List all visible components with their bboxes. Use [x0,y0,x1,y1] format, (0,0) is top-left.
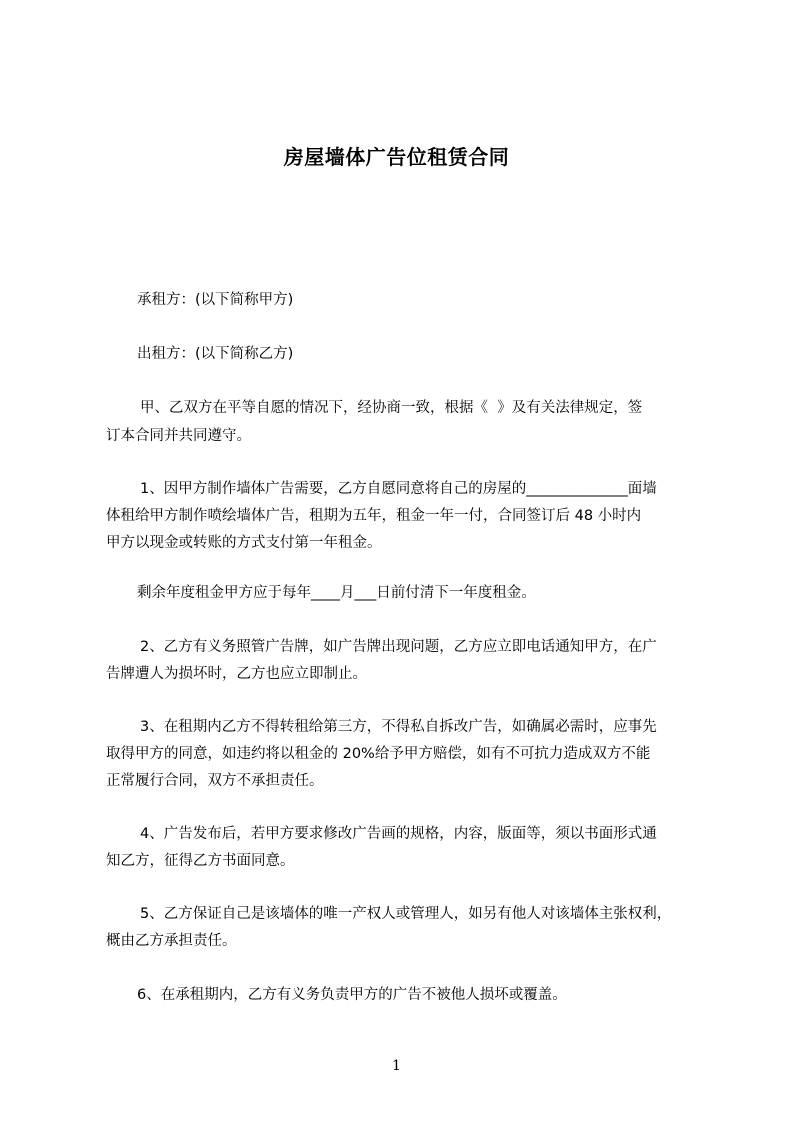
clause-4-line: 4、广告发布后，若甲方要求修改广告画的规格，内容，版面等，须以书面形式通 [140,826,657,842]
page-number: 1 [392,1058,401,1074]
preamble-line: 订本合同并共同遵守。 [106,428,251,444]
document-title: 房屋墙体广告位租赁合同 [283,145,510,169]
preamble-line: 甲、乙双方在平等自愿的情况下，经协商一致，根据《 》及有关法律规定，签 [140,400,643,416]
clause-6-line: 6、在承租期内，乙方有义务负责甲方的广告不被他人损坏或覆盖。 [137,987,567,1003]
clause-2-line: 告牌遭人为损坏时，乙方也应立即制止。 [106,666,367,682]
clause-2-line: 2、乙方有义务照管广告牌，如广告牌出现问题，乙方应立即电话通知甲方，在广 [140,639,657,655]
clause-3-line: 取得甲方的同意，如违约将以租金的 20%给予甲方赔偿，如有不可抗力造成双方不能 [106,746,651,762]
remaining-rent-line: 剩余年度租金甲方应于每年____月___日前付清下一年度租金。 [137,585,536,601]
clause-4-line: 知乙方，征得乙方书面同意。 [106,853,295,869]
lessee-line: 承租方：(以下简称甲方) [137,292,294,308]
clause-1-line: 1、因甲方制作墙体广告需要，乙方自愿同意将自己的房屋的______________面墙 [140,481,657,497]
clause-3-line: 3、在租期内乙方不得转租给第三方，不得私自拆改广告，如确属必需时，应事先 [140,719,657,735]
clause-1-line: 甲方以现金或转账的方式支付第一年租金。 [106,535,382,551]
clause-1-line: 体租给甲方制作喷绘墙体广告，租期为五年，租金一年一付，合同签订后 48 小时内 [106,508,642,524]
clause-3-line: 正常履行合同，双方不承担责任。 [106,773,324,789]
lessor-line: 出租方：(以下简称乙方) [137,346,294,362]
clause-5-line: 5、乙方保证自己是该墙体的唯一产权人或管理人，如另有他人对该墙体主张权利， [140,906,672,922]
clause-5-line: 概由乙方承担责任。 [106,933,237,949]
